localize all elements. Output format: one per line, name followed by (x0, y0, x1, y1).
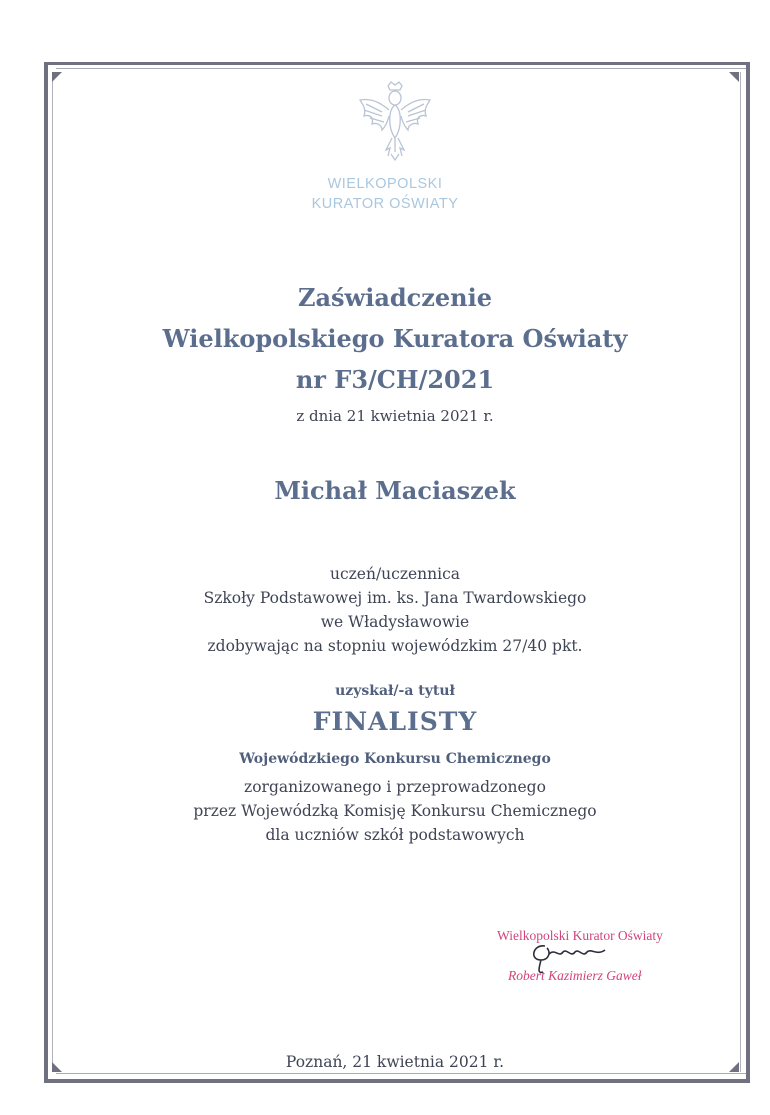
contest-line-3: dla uczniów szkół podstawowych (265, 826, 525, 844)
frame-bottom (44, 1079, 750, 1083)
office-stamp-line-2: KURATOR OŚWIATY (311, 196, 459, 212)
student-name: Michał Maciaszek (274, 476, 516, 505)
student-role: uczeń/uczennica (329, 565, 461, 583)
place-and-date: Poznań, 21 kwietnia 2021 r. (285, 1053, 505, 1071)
frame-top-inner (56, 68, 746, 69)
signatory-name: Robert Kazimierz Gaweł (508, 968, 642, 983)
eagle-emblem-icon (352, 80, 438, 166)
contest-line-2: przez Wojewódzką Komisję Konkursu Chemicznego (193, 802, 597, 820)
award-obtained: uzyskał/-a tytuł (335, 683, 455, 699)
certificate-title: Zaświadczenie (297, 283, 493, 312)
frame-corner-top-right (729, 72, 739, 82)
score-line: zdobywając na stopniu wojewódzkim 27/40 pkt. (207, 637, 583, 655)
award-title: FINALISTY (312, 707, 478, 736)
signature-office: Wielkopolski Kurator Oświaty (497, 928, 663, 943)
certificate-date: z dnia 21 kwietnia 2021 r. (296, 407, 494, 425)
school-town: we Władysławowie (320, 613, 470, 631)
certificate-number: nr F3/CH/2021 (295, 365, 495, 394)
certificate-issuer: Wielkopolskiego Kuratora Oświaty (162, 324, 628, 353)
office-stamp-line-1: WIELKOPOLSKI (327, 176, 443, 192)
school-name: Szkoły Podstawowej im. ks. Jana Twardowskiego (203, 589, 587, 607)
frame-top (44, 62, 750, 65)
contest-line-1: zorganizowanego i przeprowadzonego (244, 778, 546, 796)
frame-bottom-inner (56, 1073, 746, 1074)
contest-name: Wojewódzkiego Konkursu Chemicznego (239, 751, 551, 767)
frame-corner-top-left (52, 72, 62, 82)
